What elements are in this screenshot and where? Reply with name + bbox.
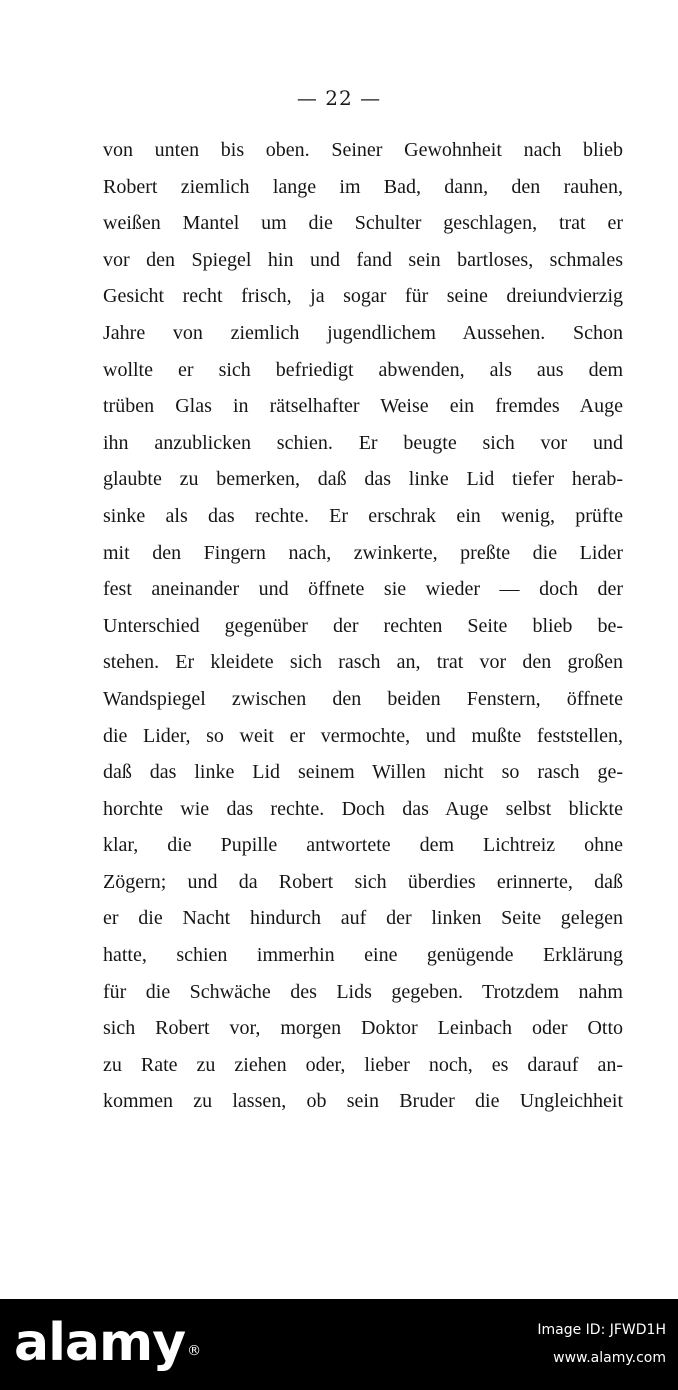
text-line: horchte wie das rechte. Doch das Auge selbst blickte <box>103 797 623 820</box>
text-line: klar, die Pupille antwortete dem Lichtreiz ohne <box>103 834 623 857</box>
text-line: trüben Glas in rätselhafter Weise ein fremdes Auge <box>103 395 623 418</box>
text-line: Unterschied gegenüber der rechten Seite blieb be- <box>103 614 623 637</box>
text-line: die Lider, so weit er vermochte, und mußte feststellen, <box>103 724 623 747</box>
text-line: daß das linke Lid seinem Willen nicht so rasch ge- <box>103 761 623 784</box>
text-line: von unten bis oben. Seiner Gewohnheit nach blieb <box>103 139 623 161</box>
text-line: ihn anzublicken schien. Er beugte sich vor und <box>103 431 623 454</box>
text-line: sinke als das rechte. Er erschrak ein wenig, prüfte <box>103 504 623 527</box>
image-id: Image ID: JFWD1H <box>537 1322 666 1338</box>
text-line: Robert ziemlich lange im Bad, dann, den rauhen, <box>103 175 623 198</box>
text-line: sich Robert vor, morgen Doktor Leinbach oder Otto <box>103 1017 623 1040</box>
text-line: fest aneinander und öffnete sie wieder — doch der <box>103 578 623 601</box>
watermark-banner <box>0 1299 678 1390</box>
text-line: wollte er sich befriedigt abwenden, als aus dem <box>103 358 623 381</box>
text-line: weißen Mantel um die Schulter geschlagen, trat er <box>103 212 623 235</box>
text-line: Zögern; und da Robert sich überdies erinnerte, daß <box>103 870 623 893</box>
text-line: Gesicht recht frisch, ja sogar für seine dreiundvierzig <box>103 285 623 308</box>
text-line: vor den Spiegel hin und fand sein bartloses, schmales <box>103 248 623 271</box>
registered-mark-icon: ® <box>187 1343 201 1359</box>
text-line: für die Schwäche des Lids gegeben. Trotzdem nahm <box>103 980 623 1003</box>
text-line: mit den Fingern nach, zwinkerte, preßte die Lider <box>103 541 623 564</box>
page-number: — 22 — <box>296 86 382 110</box>
body-text <box>103 132 623 1120</box>
text-line: kommen zu lassen, ob sein Bruder die Ungleichheit <box>103 1090 623 1113</box>
watermark-url: www.alamy.com <box>553 1350 666 1366</box>
alamy-logo <box>14 1311 200 1375</box>
text-line: hatte, schien immerhin eine genügende Erklärung <box>103 944 623 967</box>
text-line: zu Rate zu ziehen oder, lieber noch, es darauf an- <box>103 1053 623 1076</box>
text-line: stehen. Er kleidete sich rasch an, trat vor den großen <box>103 651 623 674</box>
text-line: er die Nacht hindurch auf der linken Seite gelegen <box>103 907 623 930</box>
alamy-logo-text: alamy <box>14 1313 186 1373</box>
text-line: Wandspiegel zwischen den beiden Fenstern, öffnete <box>103 687 623 710</box>
text-line: Jahre von ziemlich jugendlichem Aussehen. Schon <box>103 321 623 344</box>
text-line: glaubte zu bemerken, daß das linke Lid tiefer herab- <box>103 468 623 491</box>
